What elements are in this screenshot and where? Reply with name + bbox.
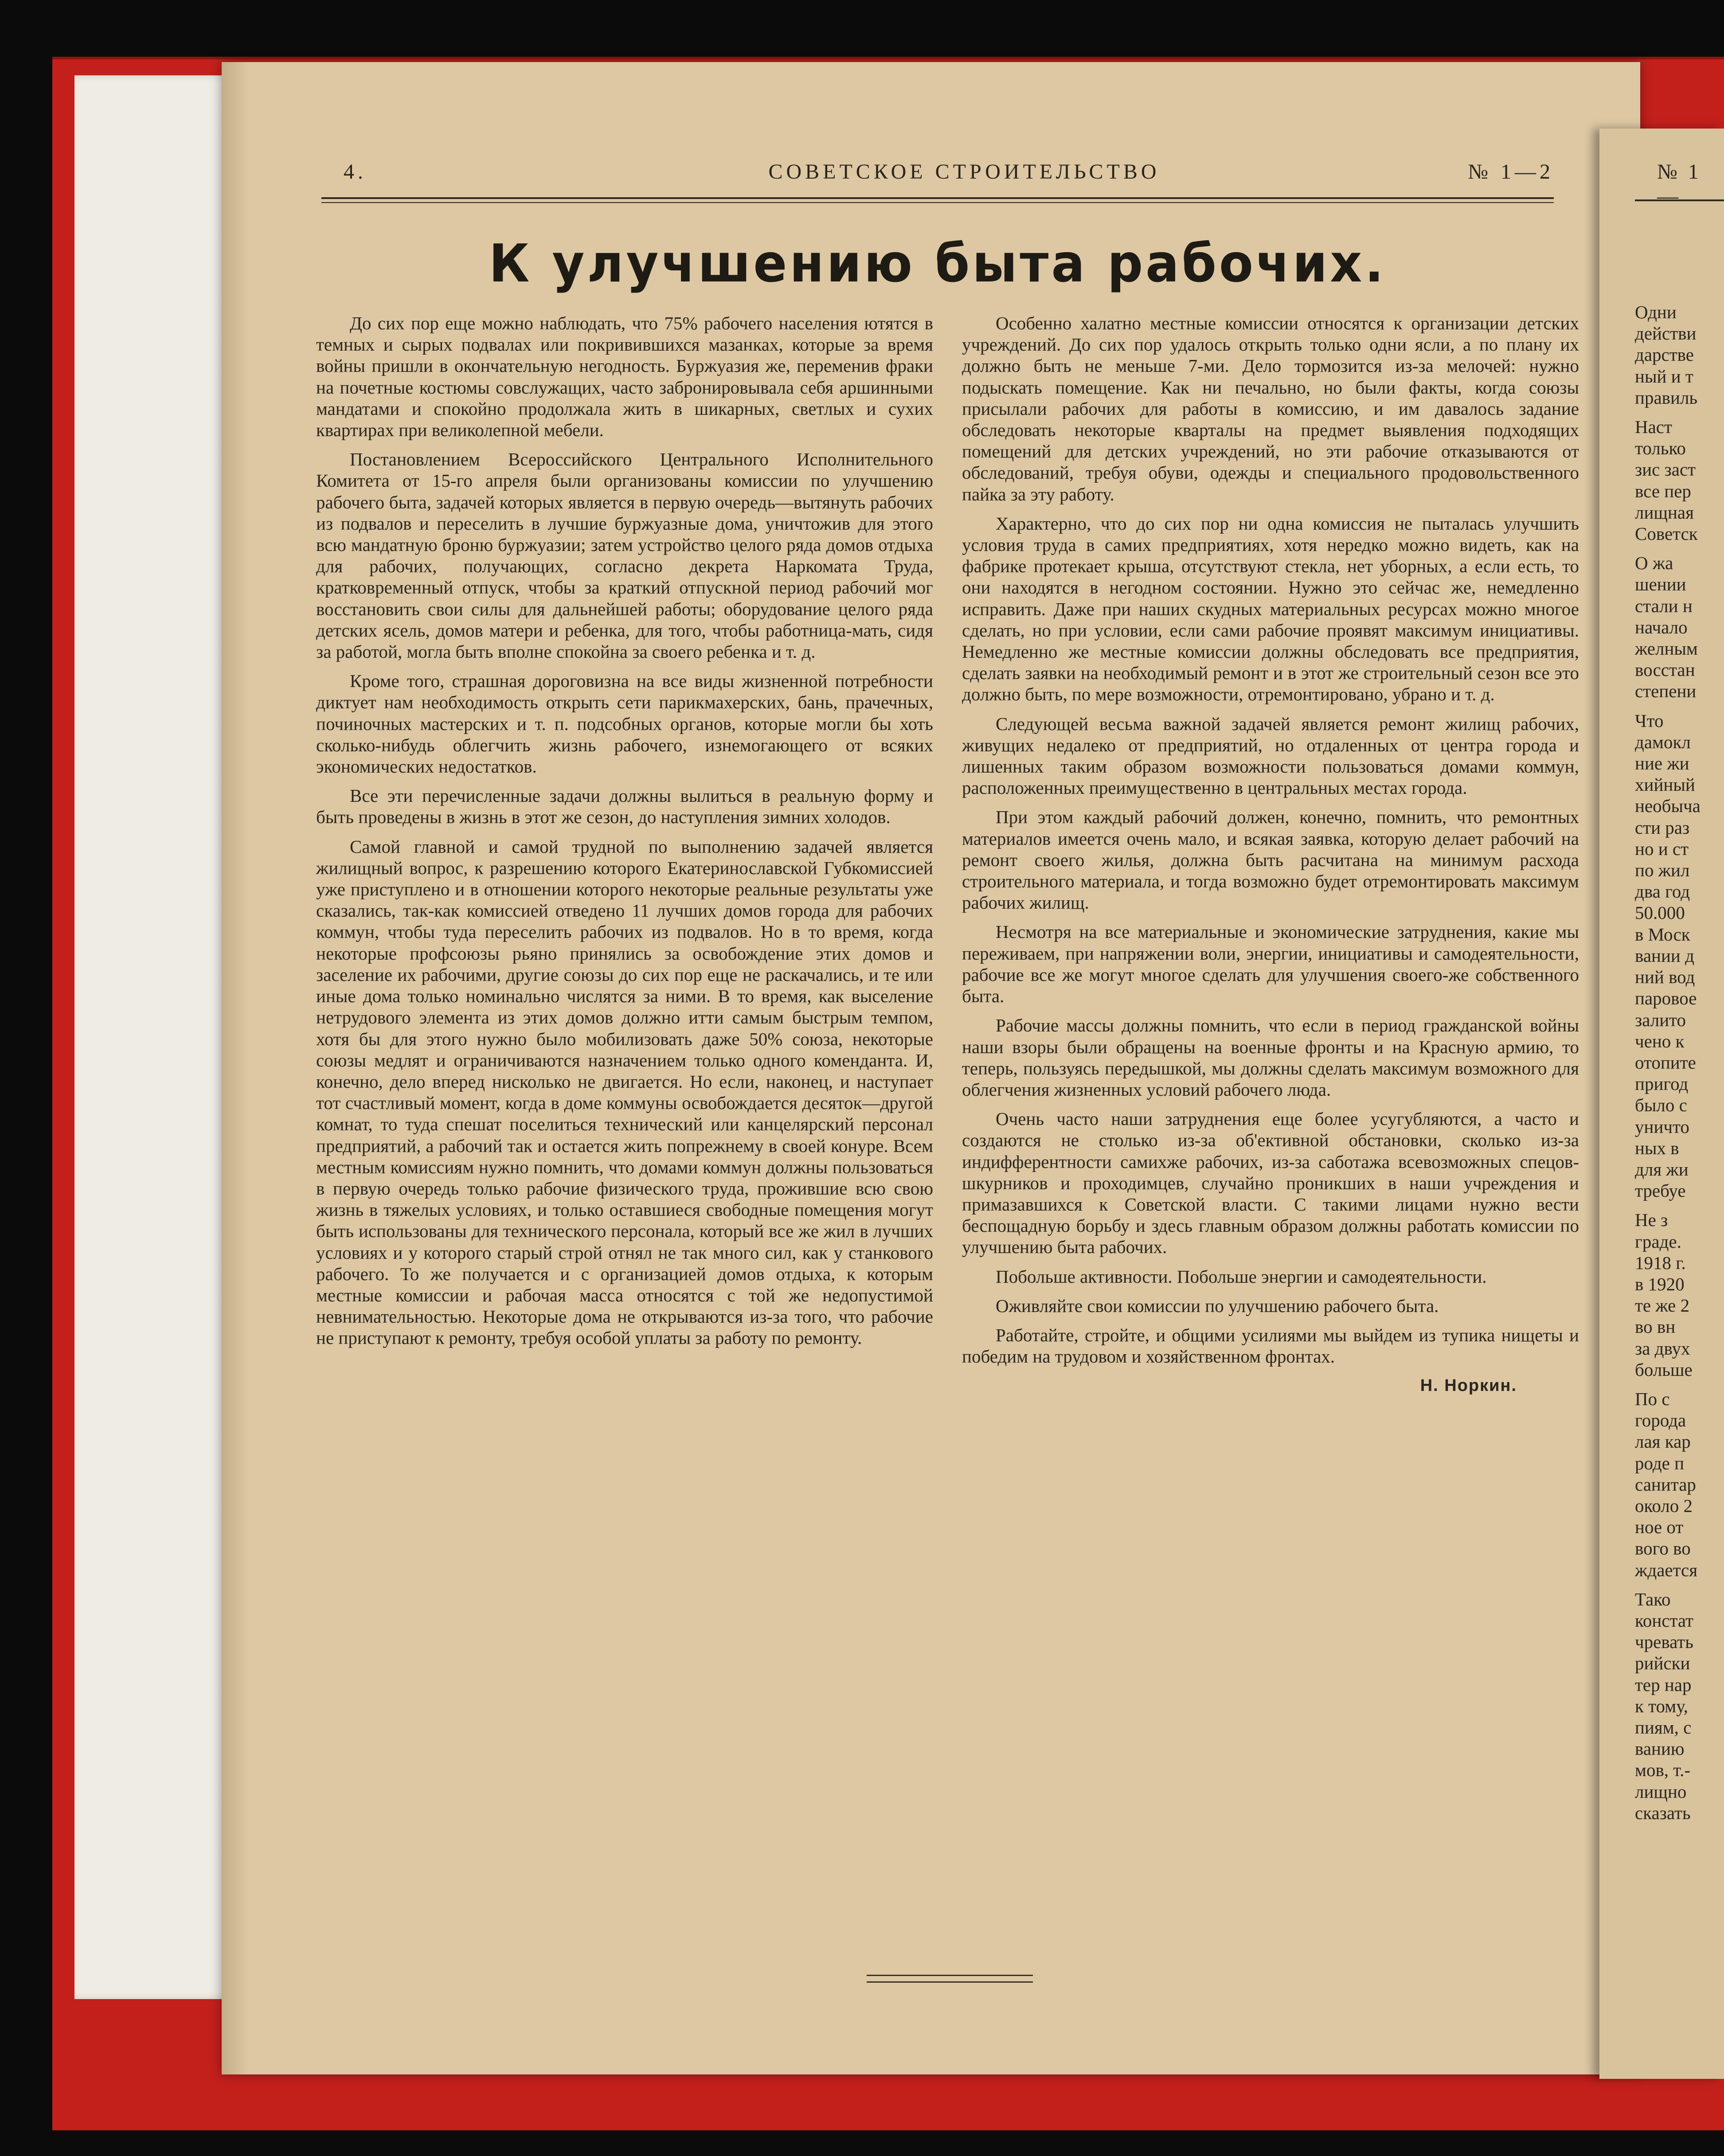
author-signature: Н. Норкин. (1420, 1376, 1517, 1395)
adjacent-page-line: к тому, (1635, 1695, 1688, 1716)
adjacent-page-line: желным (1635, 638, 1698, 659)
adjacent-page-line: О жа (1635, 553, 1673, 574)
adjacent-page-line: санитар (1635, 1474, 1696, 1495)
adjacent-page-line: во вн (1635, 1316, 1676, 1337)
paragraph: Оживляйте свои комиссии по улучшению рабочего быта. (996, 1295, 1439, 1316)
paragraph: Очень часто наши затруднения еще более усугубляются, а часто и создаются не столько из-за об'ективной обстановки, сколько из-за индифферентности самихже рабочих, из-за саботажа всевозможных спецов-шкурников и проходимцев, случайно проникших в наши учреждения и примазавшихся к Советской власти. С такими лицами нужно вести беспощадную борьбу и здесь главным образом должны работать комиссии по улучшению быта рабочих. (962, 1109, 1579, 1258)
adjacent-page-line: тер нар (1635, 1674, 1692, 1695)
adjacent-page-line: Тако (1635, 1589, 1671, 1609)
adjacent-page-line: лищно (1635, 1781, 1687, 1802)
adjacent-page-line: сти раз (1635, 817, 1690, 838)
adjacent-page-line: те же 2 (1635, 1295, 1690, 1316)
adjacent-page-line: ный и т (1635, 366, 1693, 387)
adjacent-page-line: Одни (1635, 302, 1677, 322)
adjacent-page-line: шении (1635, 574, 1686, 595)
adjacent-page-line: сказать (1635, 1802, 1691, 1823)
adjacent-page-line (1635, 702, 1701, 710)
adjacent-page-rule (1635, 199, 1724, 201)
article-title: К улучшению быта рабочих. (489, 233, 1387, 294)
endpaper (74, 75, 234, 1999)
adjacent-page-line: пригод (1635, 1074, 1689, 1094)
adjacent-page-line (1635, 1380, 1701, 1388)
paragraph: Кроме того, страшная дороговизна на все виды жизненной потребности диктует нам необходимость открыть сети парикмахерских, бань, прачечных, починочных мастерских и т. п. подсобных органов, которые могли бы хоть сколько-нибудь облегчить жизнь рабочего, изнемогающего от всяких экономических недостатков. (316, 671, 933, 777)
adjacent-page-line: рийски (1635, 1653, 1690, 1674)
adjacent-page-line: правиль (1635, 387, 1698, 408)
paragraph: При этом каждый рабочий должен, конечно, помнить, что ремонтных материалов имеется очень мало, и всякая заявка, которую делает рабочий на ремонт своего жилья, должна быть расчитана на минимум расхода строительного материала, и тогда возможно будет отремонтировать максимум рабочих жилищ. (962, 807, 1579, 913)
adjacent-page-line: ное от (1635, 1517, 1684, 1538)
adjacent-page-line: ждается (1635, 1559, 1698, 1580)
adjacent-page-line: ний вод (1635, 967, 1695, 988)
adjacent-page-line: для жи (1635, 1159, 1689, 1180)
adjacent-page-line: ванию (1635, 1738, 1685, 1759)
adjacent-page-line: лищная (1635, 502, 1694, 523)
adjacent-page-line: два год (1635, 881, 1690, 902)
adjacent-page-line: больше (1635, 1359, 1693, 1380)
adjacent-page-line (1635, 544, 1701, 552)
adjacent-page-line: отопите (1635, 1052, 1696, 1073)
adjacent-page-line: паровое (1635, 988, 1697, 1009)
adjacent-page-line: граде. (1635, 1231, 1681, 1252)
paragraph: Работайте, стройте, и общими усилиями мы выйдем из тупика нищеты и победим на трудовом и хозяйственном фронтах. (962, 1324, 1579, 1367)
article-left-column (316, 312, 933, 1357)
adjacent-page-line: восстан (1635, 660, 1695, 680)
adjacent-page-line: степени (1635, 681, 1697, 702)
adjacent-page-line: лая кар (1635, 1431, 1691, 1452)
adjacent-page-line: вании д (1635, 945, 1694, 966)
adjacent-page-line: дарстве (1635, 344, 1694, 365)
adjacent-page-line: необыча (1635, 796, 1701, 816)
adjacent-page-line: все пер (1635, 480, 1691, 501)
end-of-article-rule (867, 1975, 1033, 1983)
adjacent-page-line (1635, 1201, 1701, 1209)
adjacent-page (1599, 129, 1724, 2079)
adjacent-page-line: По с (1635, 1388, 1670, 1409)
header-rule-bottom (321, 202, 1554, 203)
adjacent-page-line: было с (1635, 1095, 1687, 1116)
adjacent-page-line: города (1635, 1410, 1686, 1431)
adjacent-page-line (1635, 408, 1701, 416)
adjacent-page-line: уничто (1635, 1116, 1689, 1137)
adjacent-page-line: чревать (1635, 1632, 1693, 1652)
paragraph: Побольше активности. Побольше энергии и самодеятельности. (996, 1266, 1487, 1287)
adjacent-page-line: констат (1635, 1610, 1693, 1631)
article-right-column (962, 312, 1579, 1397)
adjacent-page-line: за двух (1635, 1338, 1690, 1359)
adjacent-page-line (1635, 1581, 1701, 1589)
adjacent-page-line: стали н (1635, 595, 1693, 616)
adjacent-page-line: около 2 (1635, 1495, 1693, 1516)
page-number: 4. (344, 160, 367, 184)
adjacent-page-line: по жил (1635, 860, 1690, 881)
paragraph: Характерно, что до сих пор ни одна комиссия не пыталась улучшить условия труда в самих предприятиях, хотя нередко можно видеть, как на фабрике протекает крыша, отсутствуют стекла, нет уборных, а если есть, то они находятся в негодном состоянии. Нужно это сейчас же, немедленно исправить. Даже при наших скудных материальных ресурсах можно многое сделать, но при условии, если сами рабочие проявят максимум инициативы. Немедленно же местные комиссии должны обследовать все предприятия, сделать заявки на необходимый ремонт и в этот же строительный сезон все это должно быть, по мере возможности, отремонтировано, убрано и т. д. (962, 513, 1579, 705)
adjacent-page-line: 50.000 (1635, 902, 1685, 923)
adjacent-page-line: но и ст (1635, 838, 1689, 859)
journal-title: СОВЕТСКОЕ СТРОИТЕЛЬСТВО (768, 160, 1160, 184)
adjacent-page-line: Наст (1635, 417, 1672, 437)
adjacent-page-line: только (1635, 438, 1686, 459)
adjacent-page-line: 1918 г. (1635, 1252, 1686, 1273)
adjacent-page-line: Не з (1635, 1210, 1668, 1230)
adjacent-page-line: требуе (1635, 1180, 1686, 1201)
adjacent-page-line: залито (1635, 1009, 1686, 1030)
paragraph: Все эти перечисленные задачи должны вылиться в реальную форму и быть проведены в жизнь в этот же сезон, до наступления зимних холодов. (316, 785, 933, 828)
adjacent-page-line: Советск (1635, 523, 1698, 544)
paragraph: До сих пор еще можно наблюдать, что 75% рабочего населения ютятся в темных и сырых подвалах или покривившихся мазанках, которые за время войны пришли в окончательную негодность. Буржуазия же, переменив фраки на почетные костюмы совслужащих, часто забронировывала себя аршинными мандатами и спокойно продолжала жить в шикарных, светлых и сухих квартирах при великолепной мебели. (316, 313, 933, 441)
adjacent-page-line: дамокл (1635, 731, 1691, 752)
adjacent-page-line: ных в (1635, 1137, 1679, 1158)
adjacent-page-line: зис заст (1635, 459, 1696, 480)
issue-number: № 1—2 (1468, 160, 1554, 184)
adjacent-page-line: роде п (1635, 1453, 1685, 1473)
header-rule-top (321, 197, 1554, 199)
adjacent-page-line: хийный (1635, 774, 1695, 795)
page-header (321, 160, 1554, 186)
adjacent-page-line: действи (1635, 323, 1697, 344)
paragraph: Несмотря на все материальные и экономические затруднения, какие мы переживаем, при напряжении воли, энергии, инициативы и самодеятельности, рабочие все же могут многое сделать для улучшения своего-же собственного быта. (962, 922, 1579, 1007)
adjacent-page-line: Что (1635, 710, 1664, 731)
adjacent-page-line: мов, т.- (1635, 1760, 1691, 1781)
paragraph: Следующей весьма важной задачей является ремонт жилищ рабочих, живущих недалеко от предприятий, но отдаленных от центра города и лишенных таким образом возможности пользоваться домами коммун, расположенных преимущественно в центральных местах города. (962, 713, 1579, 798)
adjacent-page-text (1635, 301, 1701, 1824)
paragraph: Особенно халатно местные комиссии относятся к организации детских учреждений. До сих пор удалось открыть только одни ясли, а по плану их должно быть не меньше 7-ми. Дело тормозится из-за мелочей: нужно подыскать помещение. Как ни печально, но были факты, когда союзы присылали рабочих для работы в комиссию, и им давалось задание обследовать некоторые кварталы на предмет выявления подходящих помещений для детских учреждений, но эти рабочие отказываются от обследований, требуя обуви, одежды и специального продовольственного пайка за эту работу. (962, 313, 1579, 504)
adjacent-page-line: начало (1635, 617, 1688, 637)
paragraph: Постановлением Всероссийского Центрального Исполнительного Комитета от 15-го апреля были организованы комиссии по улучшению рабочего быта, задачей которых является в первую очередь—вытянуть рабочих из подвалов и переселить в лучшие буржуазные дома, уничтожив для этого всю мандатную броню буржуазии; затем устройство целого ряда домов отдыха для рабочих, получающих, согласно декрета Наркомата Труда, кратковременный отпуск, чтобы за краткий отпускной период рабочий мог восстановить свои силы для дальнейшей работы; оборудование целого ряда детских ясель, домов матери и ребенка, для того, чтобы работница-мать, сидя за работой, могла быть вполне спокойна за своего ребенка и т. д. (316, 449, 933, 662)
adjacent-page-header: № 1— (1657, 160, 1701, 208)
adjacent-page-line: вого во (1635, 1538, 1691, 1559)
adjacent-page-line: в 1920 (1635, 1273, 1685, 1294)
adjacent-page-line: пиям, с (1635, 1717, 1692, 1738)
adjacent-page-line: ние жи (1635, 753, 1689, 774)
adjacent-page-line: в Моск (1635, 924, 1690, 945)
paragraph: Самой главной и самой трудной по выполнению задачей является жилищный вопрос, к разрешению которого Екатеринославской Губкомиссией уже приступлено и в отношении которого некоторые реальные результаты уже сказались, так-как комиссией отведено 11 лучших домов города для рабочих коммун, чтобы туда переселить рабочих из подвалов. Но в то время, когда некоторые профсоюзы рьяно принялись за освобождение этих домов и заселение их рабочими, другие союзы до сих пор еще не раскачались, и те или иные дома только номинально числятся за ними. В то время, как выселение нетрудового элемента из этих домов должно итти самым быстрым темпом, хотя бы для этого нужно было мобилизовать даже 50% союза, некоторые союзы медлят и ограничиваются назначением только одного коменданта. И, конечно, дело вперед нисколько не двигается. Но если, наконец, и наступает тот счастливый момент, когда в доме коммуны освобождается десяток—другой комнат, то туда спешат поселиться технический или канцелярский персонал предприятий, а рабочий так и остается жить попрежнему в своей конуре. Всем местным комиссиям нужно помнить, что домами коммун должны пользоваться в первую очередь только рабочие физического труда, прожившие всю свою жизнь в тяжелых условиях, и только оставшиеся свободные помещения могут быть использованы для технического персонала, который все же жил в лучших условиях и у которого старый строй отнял не так много сил, как у станкового рабочего. То же получается и с организацией домов отдыха, к которым местные комиссии и рабочая масса относятся с той же недопустимой невнимательностью. Некоторые дома не открываются из-за того, что рабочие не приступают к ремонту, требуя особой уплаты за работу по ремонту. (316, 836, 933, 1348)
paragraph: Рабочие массы должны помнить, что если в период гражданской войны наши взоры были обращены на военные фронты и на Красную армию, то теперь, пользуясь передышкой, мы должны сделать максимум возможного для облегчения жизненных условий рабочего люда. (962, 1015, 1579, 1100)
adjacent-page-line: чено к (1635, 1031, 1685, 1051)
